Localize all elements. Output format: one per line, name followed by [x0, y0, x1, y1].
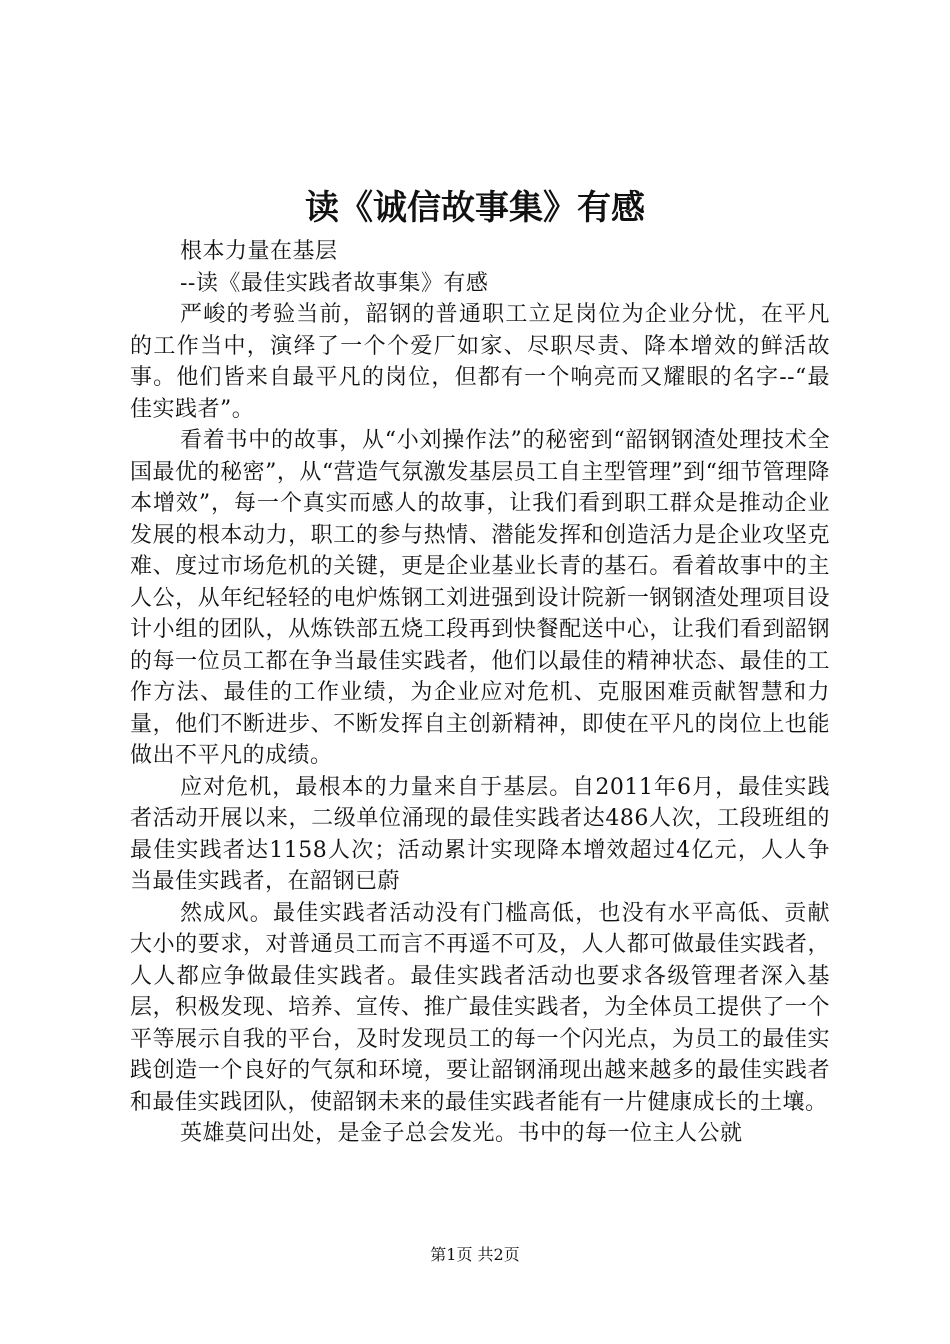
page-footer: 第1页 共2页	[430, 1245, 520, 1264]
document-title: 读《诚信故事集》有感	[305, 188, 645, 228]
paragraph: 英雄莫问出处，是金子总会发光。书中的每一位主人公就	[180, 1121, 743, 1146]
paragraph-subheading: --读《最佳实践者故事集》有感	[180, 270, 489, 296]
paragraph: 看着书中的故事，从“小刘操作法”的秘密到“韶钢钢渣处理技术全国最优的秘密”，从“营造气氛激发基层员工自主型管理”到“细节管理降本增效”，每一个真实而感人的故事，让我们看到职工群众是推动企业发展的根本动力，职工的参与热情、潜能发挥和创造活力是企业攻坚克难、度过市场危机的关键，更是企业基业长青的基石。看着故事中的主人公，从年纪轻轻的电炉炼钢工刘进强到设计院新一钢钢渣处理项目设计小组的团队，从炼铁部五烧工段再到快餐配送中心，让我们看到韶钢的每一位员工都在争当最佳实践者，他们以最佳的精神状态、最佳的工作方法、最佳的工作业绩，为企业应对危机、克服困难贡献智慧和力量，他们不断进步、不断发挥自主创新精神，即使在平凡的岗位上也能做出不平凡的成绩。	[130, 428, 830, 768]
paragraph: 应对危机，最根本的力量来自于基层。自2011年6月，最佳实践者活动开展以来，二级单位涌现的最佳实践者达486人次，工段班组的最佳实践者达1158人次；活动累计实现降本增效超过4亿元，人人争当最佳实践者，在韶钢已蔚	[130, 774, 830, 894]
paragraph: 严峻的考验当前，韶钢的普通职工立足岗位为企业分忧，在平凡的工作当中，演绎了一个个爱厂如家、尽职尽责、降本增效的鲜活故事。他们皆来自最平凡的岗位，但都有一个响亮而又耀眼的名字--“最佳实践者”。	[130, 302, 830, 422]
paragraph-subtitle: 根本力量在基层	[180, 239, 338, 264]
document-body	[130, 236, 830, 1150]
paragraph: 然成风。最佳实践者活动没有门槛高低，也没有水平高低、贡献大小的要求，对普通员工而言不再遥不可及，人人都可做最佳实践者，人人都应争做最佳实践者。最佳实践者活动也要求各级管理者深入基层，积极发现、培养、宣传、推广最佳实践者，为全体员工提供了一个平等展示自我的平台，及时发现员工的每一个闪光点，为员工的最佳实践创造一个良好的气氛和环境，要让韶钢涌现出越来越多的最佳实践者和最佳实践团队，使韶钢未来的最佳实践者能有一片健康成长的土壤。	[130, 900, 830, 1115]
